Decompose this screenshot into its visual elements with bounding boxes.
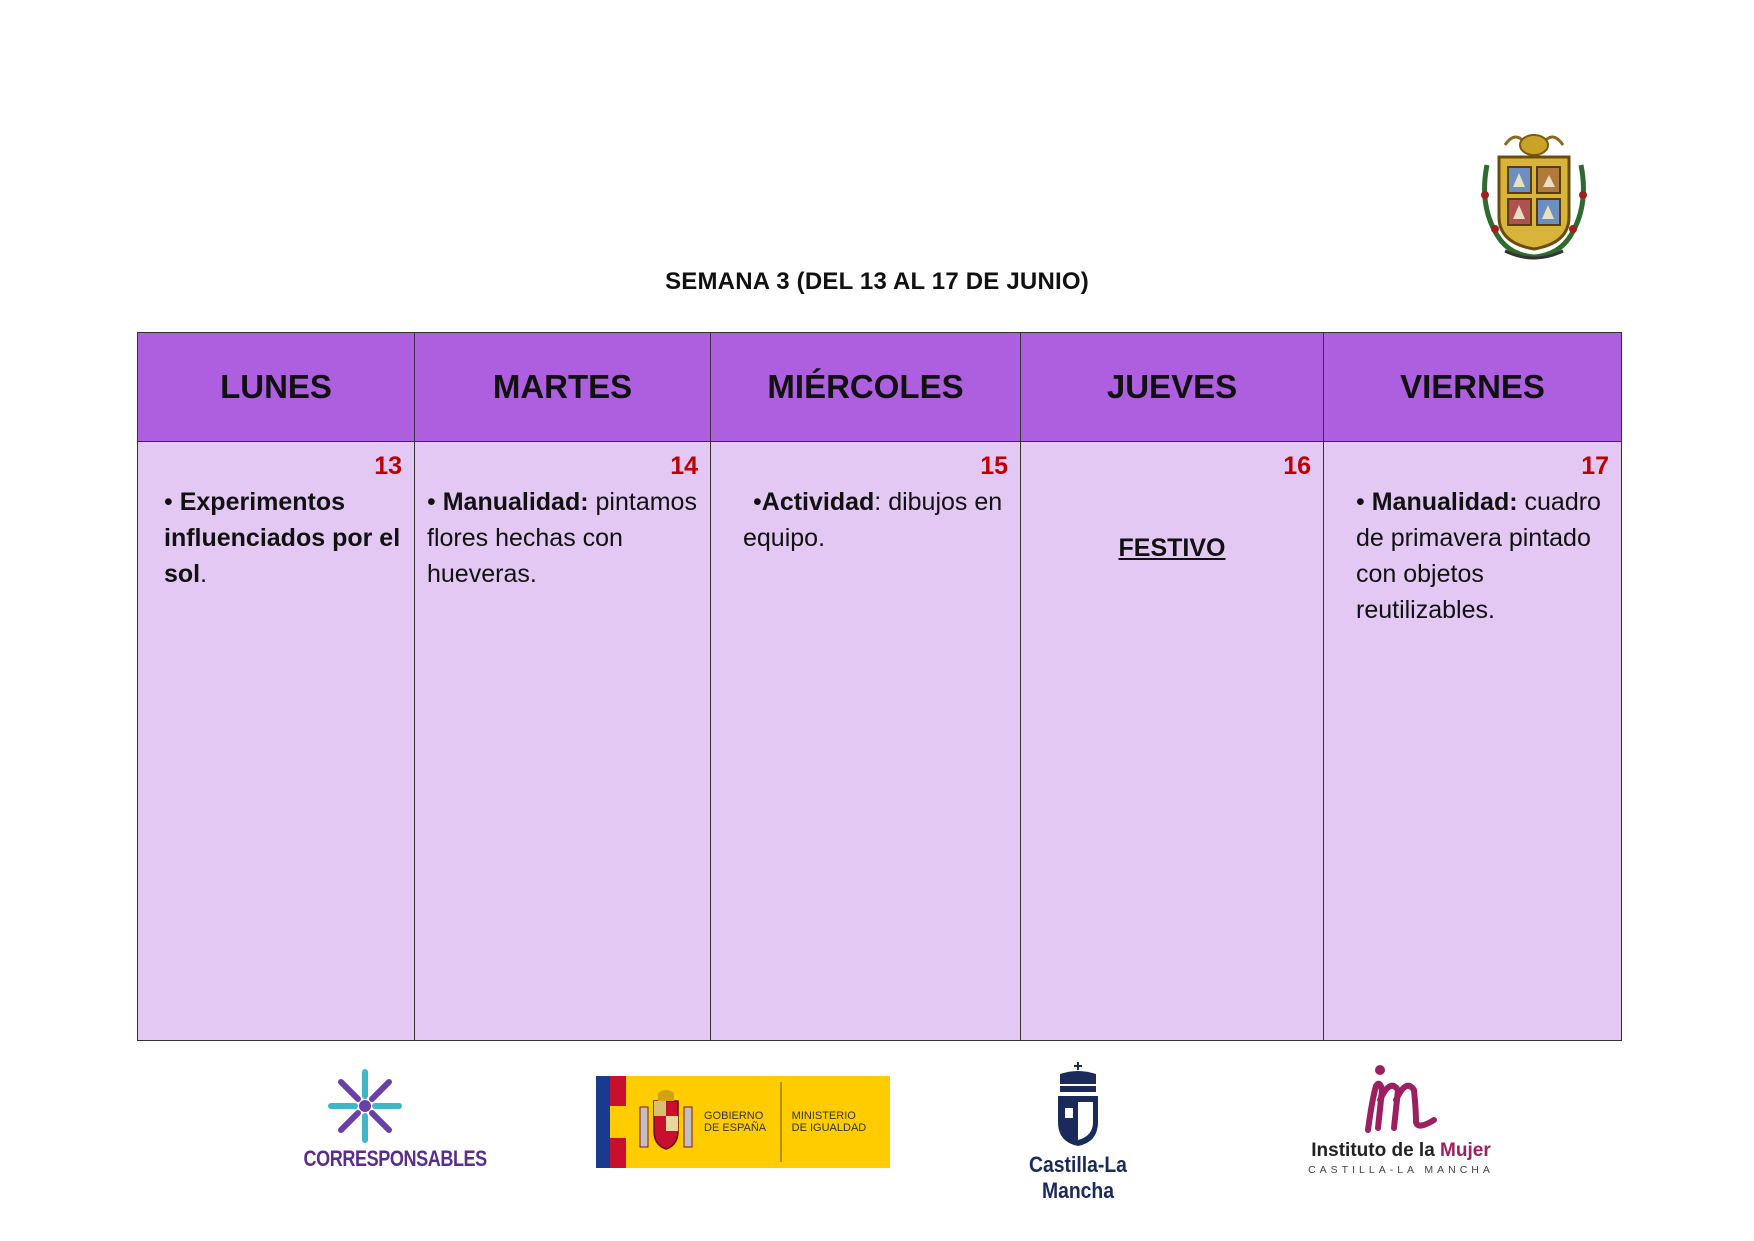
instituto-mujer-subtitle: CASTILLA-LA MANCHA <box>1308 1164 1494 1176</box>
weekly-schedule-table <box>137 332 1622 1041</box>
instituto-name-part2: Mujer <box>1440 1140 1491 1161</box>
gobierno-espana-logo <box>596 1076 890 1168</box>
castilla-la-mancha-text: Castilla-La Mancha <box>1029 1152 1127 1203</box>
cell-wednesday <box>711 442 1021 1041</box>
instituto-name-part1: Instituto de la <box>1311 1140 1441 1161</box>
spain-coat-of-arms-icon <box>636 1087 696 1157</box>
date-number: 14 <box>670 452 698 480</box>
gobierno-text <box>696 1110 766 1134</box>
ministry-text <box>792 1110 867 1134</box>
bullet: • <box>1356 488 1365 516</box>
activity-text <box>427 484 698 592</box>
date-number: 16 <box>1283 452 1311 480</box>
week-title: SEMANA 3 (DEL 13 AL 17 DE JUNIO) <box>665 268 1089 295</box>
gobierno-line1: GOBIERNO <box>704 1110 764 1122</box>
bullet: • <box>427 488 436 516</box>
activity-rest: cuadro de primavera pintado con objetos reutilizables. <box>1356 488 1601 624</box>
header-wednesday: MIÉRCOLES <box>711 333 1021 442</box>
bullet: • <box>753 488 762 516</box>
header-thursday: JUEVES <box>1021 333 1324 442</box>
date-number: 13 <box>374 452 402 480</box>
activity-bold: Experimentos influenciados por el sol <box>164 488 401 588</box>
instituto-mujer-m-icon <box>1346 1060 1456 1140</box>
castilla-la-mancha-logo <box>988 1062 1168 1203</box>
ministry-line1: MINISTERIO <box>791 1110 856 1122</box>
activity-bold: Manualidad: <box>1371 488 1518 516</box>
header-tuesday: MARTES <box>415 333 711 442</box>
activity-bold: Manualidad: <box>442 488 589 516</box>
castilla-la-mancha-emblem-icon <box>1053 1062 1103 1148</box>
instituto-mujer-text <box>1296 1140 1506 1162</box>
header-friday: VIERNES <box>1324 333 1622 442</box>
corresponsables-text: CORRESPONSABLES <box>303 1146 487 1171</box>
cell-thursday <box>1021 442 1324 1041</box>
gobierno-line2: DE ESPAÑA <box>704 1122 767 1134</box>
header-monday: LUNES <box>138 333 415 442</box>
bullet: • <box>164 488 173 516</box>
instituto-de-la-mujer-logo <box>1296 1060 1506 1180</box>
activity-rest: : dibujos en equipo. <box>743 488 1003 552</box>
activity-text <box>1336 484 1609 628</box>
activity-bold: Actividad <box>761 488 875 516</box>
cell-friday <box>1324 442 1622 1041</box>
corresponsables-logo <box>290 1068 487 1180</box>
activity-rest: pintamos flores hechas con hueveras. <box>427 488 697 588</box>
date-number: 15 <box>980 452 1008 480</box>
holiday-label: FESTIVO <box>1118 534 1226 562</box>
cell-monday <box>138 442 415 1041</box>
activity-rest: . <box>200 560 208 588</box>
activity-text <box>723 484 1008 556</box>
activity-text <box>150 484 402 592</box>
table-header-row <box>138 333 1622 442</box>
divider <box>780 1082 782 1162</box>
cell-tuesday <box>415 442 711 1041</box>
corresponsables-star-icon <box>327 1068 403 1144</box>
ministry-line2: DE IGUALDAD <box>791 1122 867 1134</box>
coat-of-arms-icon <box>1475 125 1593 265</box>
table-row <box>138 442 1622 1041</box>
date-number: 17 <box>1581 452 1609 480</box>
